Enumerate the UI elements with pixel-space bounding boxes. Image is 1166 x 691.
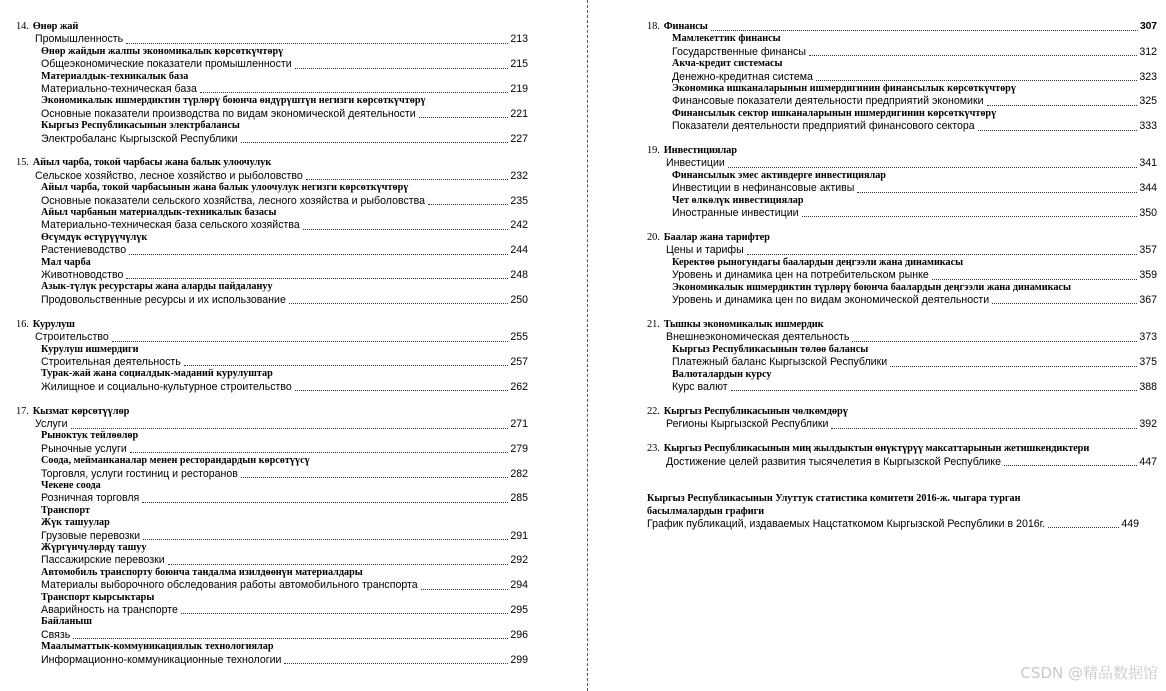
- entry-title: Айыл чарба, токой чарбасы жана балык улоочулук: [32, 157, 272, 169]
- page-number: 279: [510, 442, 528, 455]
- entry-title: Маалыматтык-коммуникациялык технологиялар: [41, 641, 274, 653]
- page-number: 312: [1139, 45, 1157, 58]
- entry-title: Экономикалык ишмердиктин түрлөрү боюнча баалардын деңгээли жана динамикасы: [672, 281, 1071, 293]
- entry-title: Основные показатели сельского хозяйства, лесного хозяйства и рыболовства: [41, 194, 426, 207]
- page-number: 294: [510, 579, 528, 592]
- page-number: 250: [510, 293, 528, 306]
- dot-leader: [126, 43, 508, 44]
- dot-leader: [1004, 465, 1137, 466]
- dot-leader: [421, 589, 509, 590]
- dot-leader: [992, 303, 1137, 304]
- toc-entry: [16, 505, 528, 517]
- entry-title: Чекене соода: [41, 480, 101, 492]
- toc-entry[interactable]: [16, 219, 528, 231]
- toc-entry[interactable]: [647, 381, 1157, 393]
- toc-entry[interactable]: [16, 554, 528, 566]
- entry-title: Услуги: [35, 418, 68, 431]
- dot-leader: [890, 366, 1137, 367]
- entry-title: Автомобиль транспорту боюнча тандалма изилдөөнүн материалдары: [41, 566, 363, 578]
- entry-title: Связь: [41, 628, 71, 641]
- page-number: 392: [1139, 418, 1157, 431]
- section-gap: [16, 145, 528, 158]
- dot-leader: [168, 564, 509, 565]
- entry-title: Финансылык эмес активдерге инвестициялар: [672, 169, 886, 181]
- dot-leader: [241, 142, 509, 143]
- entry-title: Өнөр жай: [32, 20, 79, 32]
- toc-entry[interactable]: [647, 269, 1157, 281]
- entry-title: Айыл чарбанын материалдык-техникалык базасы: [41, 207, 277, 219]
- page-number: 255: [510, 331, 528, 344]
- toc-entry: [647, 282, 1157, 294]
- toc-entry: [647, 493, 1157, 505]
- toc-entry: [16, 431, 528, 443]
- page-number: 244: [510, 244, 528, 257]
- toc-entry: [16, 517, 528, 529]
- section-number: 19.: [647, 145, 660, 157]
- page-number: 232: [510, 169, 528, 182]
- toc-entry: [647, 108, 1157, 120]
- dot-leader: [112, 341, 509, 342]
- section-number: 21.: [647, 318, 660, 330]
- entry-title: Торговля, услуги гостиниц и ресторанов: [41, 467, 238, 480]
- dot-leader: [711, 30, 1138, 31]
- toc-entry[interactable]: [647, 456, 1157, 468]
- dot-leader: [802, 216, 1138, 217]
- page-number: 373: [1139, 331, 1157, 344]
- toc-section-heading: [16, 21, 528, 33]
- toc-left-page: [16, 21, 528, 666]
- toc-entry: [647, 58, 1157, 70]
- page-number: 242: [510, 219, 528, 232]
- toc-entry[interactable]: [647, 518, 1139, 530]
- entry-title: Информационно-коммуникационные технологии: [41, 653, 282, 666]
- entry-title: Жүргүнчүлөрдү ташуу: [41, 542, 147, 553]
- entry-title: Уровень и динамика цен на потребительском рынке: [672, 269, 929, 282]
- toc-entry: [16, 120, 528, 132]
- toc-entry: [16, 207, 528, 219]
- toc-entry[interactable]: [16, 58, 528, 70]
- entry-title: Өсүмдүк өстүрүүчүлүк: [41, 231, 148, 243]
- entry-title: Курулуш ишмердиги: [41, 343, 139, 355]
- toc-section-heading[interactable]: [647, 21, 1157, 33]
- dot-leader: [303, 229, 509, 230]
- toc-entry: [16, 641, 528, 653]
- toc-entry[interactable]: [647, 71, 1157, 83]
- dot-leader: [181, 613, 508, 614]
- page-number: 359: [1139, 269, 1157, 282]
- dot-leader: [852, 341, 1137, 342]
- entry-title: Баалар жана тарифтер: [663, 232, 770, 244]
- entry-title: Инвестициялар: [663, 145, 737, 157]
- entry-title: Государственные финансы: [672, 45, 806, 58]
- toc-entry: [647, 33, 1157, 45]
- toc-entry[interactable]: [647, 158, 1157, 170]
- dot-leader: [831, 428, 1137, 429]
- section-gap: [647, 431, 1157, 444]
- dot-leader: [241, 477, 508, 478]
- toc-entry[interactable]: [647, 95, 1157, 107]
- page-number: 248: [510, 269, 528, 281]
- entry-title: Мал чарба: [41, 256, 91, 268]
- toc-section-heading: [647, 443, 1157, 455]
- toc-entry: [16, 480, 528, 492]
- toc-entry[interactable]: [16, 331, 528, 343]
- toc-entry[interactable]: [647, 207, 1157, 219]
- section-number: 20.: [647, 232, 660, 244]
- entry-title: Кыргыз Республикасынын төлөө балансы: [672, 343, 869, 355]
- page-divider: [587, 0, 588, 691]
- entry-title: Грузовые перевозки: [41, 529, 141, 542]
- toc-entry: [16, 592, 528, 604]
- entry-title: Иностранные инвестиции: [672, 207, 799, 220]
- entry-title: Экономика ишканаларынын ишмердигинин финансылык көрсөткүчтөрү: [672, 82, 1016, 94]
- entry-title: Кыргыз Республикасынын электрбалансы: [41, 120, 240, 132]
- toc-section-heading: [647, 232, 1157, 244]
- entry-title: Кыргыз Республикасынын миң жылдыктын өнүктүрүү максаттарынын жетишкендиктери: [663, 443, 1090, 455]
- section-gap: [647, 468, 1157, 481]
- toc-section-heading: [16, 319, 528, 331]
- dot-leader: [71, 428, 509, 429]
- entry-title: Рыноктук тейлөөлөр: [41, 430, 139, 442]
- dot-leader: [728, 167, 1137, 168]
- entry-title: Материально-техническая база сельского хозяйства: [41, 219, 300, 232]
- section-number: 16.: [16, 318, 29, 330]
- toc-entry[interactable]: [647, 331, 1157, 343]
- page-number: 449: [1121, 518, 1139, 531]
- entry-title: Инвестиции в нефинансовые активы: [672, 182, 855, 195]
- section-number: 15.: [16, 157, 29, 169]
- toc-entry: [16, 182, 528, 194]
- toc-entry[interactable]: [647, 418, 1157, 430]
- dot-leader: [816, 80, 1137, 81]
- toc-entry: [16, 46, 528, 58]
- page-number: 257: [510, 355, 528, 368]
- dot-leader: [731, 390, 1138, 391]
- toc-entry[interactable]: [647, 46, 1157, 58]
- toc-entry[interactable]: [16, 244, 528, 256]
- toc-entry[interactable]: [16, 418, 528, 430]
- dot-leader: [295, 390, 509, 391]
- entry-title: Платежный баланс Кыргызской Республики: [672, 356, 888, 369]
- dot-leader: [747, 254, 1138, 255]
- entry-title: Общеэкономические показатели промышленности: [41, 58, 292, 71]
- page-number: 344: [1139, 182, 1157, 195]
- entry-title: Финансылык сектор ишканаларынын ишмердигинин көрсөткүчтөрү: [672, 107, 997, 119]
- toc-entry[interactable]: [16, 133, 528, 145]
- entry-title: Финансы: [663, 20, 708, 32]
- page-number: 323: [1139, 70, 1157, 83]
- page-number: 341: [1139, 157, 1157, 170]
- entry-title: Продовольственные ресурсы и их использование: [41, 293, 286, 306]
- page-number: 375: [1139, 356, 1157, 369]
- section-gap: [647, 481, 1157, 494]
- entry-title: Животноводство: [41, 269, 124, 281]
- dot-leader: [73, 638, 508, 639]
- toc-entry[interactable]: [647, 294, 1157, 306]
- toc-entry[interactable]: [16, 356, 528, 368]
- toc-entry[interactable]: [16, 629, 528, 641]
- toc-entry: [647, 506, 1157, 518]
- watermark: CSDN @精品数据馆: [1020, 664, 1158, 682]
- toc-entry[interactable]: [647, 120, 1157, 132]
- dot-leader: [143, 539, 508, 540]
- entry-title: Жүк ташуулар: [41, 517, 110, 529]
- toc-entry: [647, 369, 1157, 381]
- toc-section-heading: [647, 319, 1157, 331]
- toc-entry[interactable]: [16, 604, 528, 616]
- toc-entry[interactable]: [16, 33, 528, 45]
- section-number: 17.: [16, 405, 29, 417]
- page-number: 213: [510, 33, 528, 46]
- toc-section-heading: [647, 406, 1157, 418]
- entry-title: Айыл чарба, токой чарбасынын жана балык улоочулук негизги көрсөткүчтөрү: [41, 182, 409, 194]
- entry-title: Строительная деятельность: [41, 355, 181, 368]
- entry-title: Кызмат көрсөтүүлөр: [32, 405, 130, 417]
- entry-title: Байланыш: [41, 616, 92, 628]
- entry-title: Керектөө рыногундагы баалардын деңгээли жана динамикасы: [672, 256, 964, 268]
- entry-title: Жилищное и социально-культурное строительство: [41, 380, 292, 393]
- entry-title: Основные показатели производства по видам экономической деятельности: [41, 107, 416, 120]
- entry-title: Тышкы экономикалык ишмердик: [663, 318, 824, 330]
- entry-title: Электробаланс Кыргызской Республики: [41, 132, 238, 145]
- toc-entry: [647, 344, 1157, 356]
- dot-leader: [142, 502, 508, 503]
- entry-title: Транспорт: [41, 504, 91, 516]
- entry-title: Соода, мейманканалар менен ресторандардын көрсөтүүсү: [41, 455, 310, 467]
- toc-entry[interactable]: [16, 468, 528, 480]
- page-number: 299: [510, 653, 528, 666]
- section-number: 18.: [647, 20, 660, 32]
- toc-entry: [16, 542, 528, 554]
- section-gap: [16, 306, 528, 319]
- entry-title: Денежно-кредитная система: [672, 70, 813, 83]
- page-number: 388: [1139, 380, 1157, 393]
- entry-title: Материалы выборочного обследования работы автомобильного транспорта: [41, 579, 418, 592]
- entry-title: Экономикалык ишмердиктин түрлөрү боюнча өндүрүштүн негизги көрсөткүчтөрү: [41, 95, 426, 107]
- page-number: 295: [510, 603, 528, 616]
- entry-title: Материалдык-техникалык база: [41, 70, 189, 82]
- page-number: 291: [510, 529, 528, 542]
- toc-entry[interactable]: [16, 108, 528, 120]
- entry-title: Чет өлкөлүк инвестициялар: [672, 194, 804, 206]
- dot-leader: [419, 117, 509, 118]
- toc-entry: [16, 71, 528, 83]
- entry-title: Рыночные услуги: [41, 442, 127, 455]
- page-number: 221: [510, 107, 528, 120]
- dot-leader: [428, 204, 508, 205]
- entry-title: Сельское хозяйство, лесное хозяйство и рыболовство: [35, 169, 303, 182]
- toc-section-heading: [647, 145, 1157, 157]
- entry-title: Кыргыз Республикасынын Улуттук статистика комитети 2016-ж. чыгара турган: [647, 493, 1021, 505]
- section-number: 23.: [647, 443, 660, 455]
- entry-title: Розничная торговля: [41, 492, 140, 505]
- page-number: 215: [510, 58, 528, 71]
- toc-entry: [16, 455, 528, 467]
- entry-title: Акча-кредит системасы: [672, 58, 783, 70]
- toc-entry[interactable]: [16, 195, 528, 207]
- page-number: 292: [510, 554, 528, 567]
- entry-title: Курулуш: [32, 318, 75, 330]
- entry-title: Аварийность на транспорте: [41, 603, 178, 616]
- toc-entry: [16, 567, 528, 579]
- page-number: 227: [510, 132, 528, 145]
- entry-title: басылмалардын графиги: [647, 505, 765, 517]
- toc-entry: [16, 281, 528, 293]
- toc-entry: [647, 170, 1157, 182]
- dot-leader: [857, 192, 1137, 193]
- entry-title: Регионы Кыргызской Республики: [666, 418, 829, 431]
- toc-entry[interactable]: [16, 381, 528, 393]
- page-number: 357: [1139, 244, 1157, 257]
- page-number: 282: [510, 467, 528, 480]
- page-number: 333: [1139, 120, 1157, 133]
- dot-leader: [932, 279, 1138, 280]
- toc-entry: [16, 95, 528, 107]
- page-number: 285: [510, 492, 528, 505]
- toc-entry[interactable]: [647, 182, 1157, 194]
- page-number: 350: [1139, 207, 1157, 220]
- toc-entry[interactable]: [16, 579, 528, 591]
- page-number: 271: [510, 418, 528, 431]
- dot-leader: [289, 303, 508, 304]
- toc-entry[interactable]: [647, 244, 1157, 256]
- entry-title: Материально-техническая база: [41, 82, 197, 95]
- dot-leader: [130, 452, 509, 453]
- toc-entry[interactable]: [16, 492, 528, 504]
- entry-title: Кыргыз Республикасынын чөлкөмдөрү: [663, 405, 848, 417]
- entry-title: Показатели деятельности предприятий финансового сектора: [672, 120, 975, 133]
- page-number: 235: [510, 194, 528, 207]
- toc-entry[interactable]: [16, 530, 528, 542]
- toc-entry[interactable]: [647, 356, 1157, 368]
- entry-title: Финансовые показатели деятельности предприятий экономики: [672, 95, 984, 108]
- dot-leader: [184, 365, 509, 366]
- entry-title: Промышленность: [35, 33, 124, 46]
- entry-title: Инвестиции: [666, 157, 725, 170]
- entry-title: Өнөр жайдын жалпы экономикалык көрсөткүчтөрү: [41, 45, 284, 57]
- dot-leader: [126, 278, 508, 279]
- entry-title: Турак-жай жана социалдык-маданий курулуштар: [41, 368, 273, 380]
- entry-title: Строительство: [35, 331, 109, 344]
- entry-title: График публикаций, издаваемых Нацстаткомом Кыргызской Республики в 2016г.: [647, 518, 1046, 531]
- toc-section-heading: [16, 158, 528, 170]
- entry-title: Валюталардын курсу: [672, 368, 772, 380]
- section-gap: [647, 393, 1157, 406]
- dot-leader: [129, 254, 508, 255]
- toc-section-heading: [16, 406, 528, 418]
- page-number: 219: [510, 82, 528, 95]
- entry-title: Азык-түлүк ресурстары жана аларды пайдалануу: [41, 281, 273, 293]
- page-number: 262: [510, 380, 528, 393]
- page-number: 307: [1139, 20, 1157, 32]
- dot-leader: [200, 92, 508, 93]
- toc-entry: [16, 368, 528, 380]
- toc-entry: [647, 257, 1157, 269]
- entry-title: Мамлекеттик финансы: [672, 33, 781, 45]
- entry-title: Цены и тарифы: [666, 244, 744, 257]
- toc-entry: [16, 257, 528, 269]
- dot-leader: [1048, 527, 1119, 528]
- toc-entry[interactable]: [16, 83, 528, 95]
- toc-right-page: [647, 21, 1157, 530]
- entry-title: Курс валют: [672, 380, 728, 393]
- page-number: 296: [510, 628, 528, 641]
- section-gap: [16, 393, 528, 406]
- page-number: 325: [1139, 95, 1157, 108]
- section-number: 22.: [647, 405, 660, 417]
- toc-entry[interactable]: [16, 443, 528, 455]
- toc-entry[interactable]: [16, 654, 528, 666]
- toc-entry: [16, 344, 528, 356]
- dot-leader: [284, 663, 508, 664]
- toc-entry[interactable]: [16, 170, 528, 182]
- dot-leader: [295, 68, 509, 69]
- toc-entry: [647, 83, 1157, 95]
- entry-title: Транспорт кырсыктары: [41, 591, 155, 603]
- dot-leader: [306, 179, 509, 180]
- toc-entry: [647, 195, 1157, 207]
- section-gap: [647, 133, 1157, 146]
- entry-title: Внешнеэкономическая деятельность: [666, 331, 850, 344]
- toc-entry[interactable]: [16, 294, 528, 306]
- dot-leader: [978, 130, 1138, 131]
- entry-title: Достижение целей развития тысячелетия в Кыргызской Республике: [666, 455, 1002, 468]
- page-number: 367: [1139, 293, 1157, 306]
- page-number: 447: [1139, 455, 1157, 468]
- toc-entry: [16, 232, 528, 244]
- toc-entry: [16, 616, 528, 628]
- toc-entry[interactable]: [16, 269, 528, 281]
- entry-title: Пассажирские перевозки: [41, 554, 165, 567]
- section-gap: [647, 306, 1157, 319]
- section-gap: [647, 219, 1157, 232]
- entry-title: Растениеводство: [41, 244, 127, 257]
- dot-leader: [809, 55, 1137, 56]
- entry-title: Уровень и динамика цен по видам экономической деятельности: [672, 293, 990, 306]
- dot-leader: [987, 105, 1138, 106]
- section-number: 14.: [16, 20, 29, 32]
